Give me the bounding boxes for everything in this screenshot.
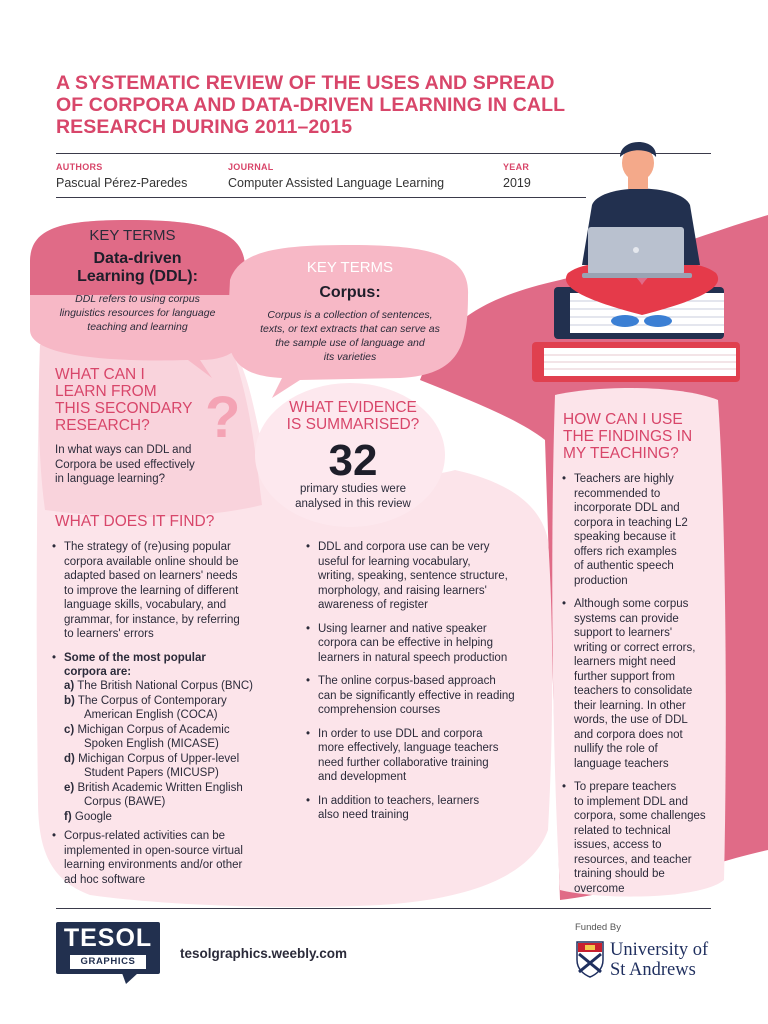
text-line: issues, access to xyxy=(574,839,662,851)
definition-line: texts, or text extracts that can serve as xyxy=(260,323,440,335)
text-line: teachers to consolidate xyxy=(574,685,693,697)
text-line: offers rich examples xyxy=(574,545,677,558)
corpus-letter: a) xyxy=(64,680,75,692)
tesol-graphics-logo xyxy=(56,922,160,974)
definition-line: the sample use of language and xyxy=(275,337,425,349)
text-line: corpora, some challenges xyxy=(574,810,706,822)
term-line: Learning (DDL): xyxy=(77,268,198,285)
list-item xyxy=(306,727,546,785)
corpus-name-cont: American English (COCA) xyxy=(84,709,218,721)
text-line: language skills, vocabulary, and xyxy=(64,599,227,611)
heading-line: WHAT EVIDENCE xyxy=(289,399,417,416)
text-line: morphology, and raising learners' xyxy=(318,584,487,597)
heading-line: RESEARCH? xyxy=(55,417,150,434)
definition-line: DDL refers to using corpus xyxy=(75,293,200,305)
key-term-1-term xyxy=(40,250,235,286)
corpus-letter: d) xyxy=(64,752,75,765)
text-line: resources, and teacher xyxy=(574,853,692,866)
university-line: University of xyxy=(610,940,709,960)
text-line: corpora in teaching L2 xyxy=(574,516,688,529)
text-line: • In addition to teachers, learners xyxy=(318,794,480,807)
text-line: related to technical xyxy=(574,824,671,837)
funded-by-label: Funded By xyxy=(575,922,621,933)
meta-rule xyxy=(56,197,586,198)
key-term-2-term: Corpus: xyxy=(319,284,381,301)
text-line: language teachers xyxy=(574,757,669,770)
text-line: grammar, for instance, by referring xyxy=(64,613,240,626)
corpus-letter: c) xyxy=(64,723,75,736)
text-line: to learners' errors xyxy=(64,628,154,640)
corpus-name: The Corpus of Contemporary xyxy=(77,694,227,707)
text-line: writing or correct errors, xyxy=(574,641,696,654)
text-line: of authentic speech xyxy=(574,560,674,572)
corpus-item xyxy=(64,679,294,694)
text-line: incorporate DDL and xyxy=(574,502,680,514)
text-line: ad hoc software xyxy=(64,873,146,886)
heading-line: LEARN FROM xyxy=(55,383,157,400)
text-line: learning environments and/or other xyxy=(64,859,243,871)
corpus-name: Michigan Corpus of Upper-level xyxy=(78,752,240,765)
heading-line: IS SUMMARISED? xyxy=(286,416,420,433)
text-line: training should be xyxy=(574,868,665,880)
text-line: recommended to xyxy=(574,487,661,500)
authors-value: Pascual Pérez-Paredes xyxy=(56,176,188,190)
corpus-name-cont: Spoken English (MICASE) xyxy=(84,738,219,750)
text-line: support to learners' xyxy=(574,627,673,639)
key-term-1-definition xyxy=(35,292,240,334)
list-item xyxy=(562,472,722,588)
text-line: • Although some corpus xyxy=(574,598,689,610)
corpus-name: The British National Corpus (BNC) xyxy=(77,680,253,692)
caption-line: analysed in this review xyxy=(295,497,411,510)
key-term-2-definition xyxy=(240,308,460,364)
question-mark-icon: ? xyxy=(205,385,241,450)
text-line: adapted based on learners' needs xyxy=(64,570,238,582)
find-heading: WHAT DOES IT FIND? xyxy=(55,513,215,530)
authors-label: AUTHORS xyxy=(56,162,103,172)
text-line: production xyxy=(574,574,628,587)
learn-text xyxy=(55,443,235,487)
website-url[interactable]: tesolgraphics.weebly.com xyxy=(180,946,348,961)
definition-line: linguistics resources for language xyxy=(59,307,216,319)
logo-bottom-text: GRAPHICS xyxy=(70,955,146,969)
corpus-letter: b) xyxy=(64,694,75,707)
key-term-2-heading: KEY TERMS xyxy=(306,259,394,276)
corpus-name-cont: Student Papers (MICUSP) xyxy=(84,767,219,779)
corpus-item xyxy=(64,723,294,752)
text-line: their learning. In other xyxy=(574,699,686,712)
text-line: awareness of register xyxy=(318,599,428,611)
corpora-title-text: corpora are xyxy=(64,666,128,678)
corpus-name: British Academic Written English xyxy=(77,781,243,794)
corpora-title-line: • Some of the most popular xyxy=(64,651,206,664)
corpus-name: Google xyxy=(74,810,112,823)
list-item xyxy=(306,794,546,823)
university-crest-icon xyxy=(575,940,605,978)
corpus-item xyxy=(64,752,294,781)
key-term-1-heading: KEY TERMS xyxy=(89,227,176,244)
title-line: A SYSTEMATIC REVIEW OF THE USES AND SPREAD xyxy=(56,72,555,94)
text-line: to improve the learning of different xyxy=(64,584,239,597)
corpus-item xyxy=(64,694,294,723)
text-line: In what ways can DDL and xyxy=(55,444,192,456)
footer-rule xyxy=(56,908,711,909)
text-line: and development xyxy=(318,771,407,783)
list-item xyxy=(52,651,292,680)
learn-heading xyxy=(55,366,225,434)
corpus-letter: e) xyxy=(64,781,75,794)
text-line: comprehension courses xyxy=(318,704,441,716)
definition-line: Corpus is a collection of sentences, xyxy=(267,309,433,321)
corpus-item xyxy=(64,781,294,810)
title-line: OF CORPORA AND DATA-DRIVEN LEARNING IN CALL xyxy=(56,94,566,116)
text-line: corpora available online should be xyxy=(64,555,239,568)
list-item xyxy=(306,622,546,666)
journal-value: Computer Assisted Language Learning xyxy=(228,176,445,190)
heading-line: THE FINDINGS IN xyxy=(563,428,693,445)
list-item xyxy=(562,780,722,896)
list-item xyxy=(52,540,292,642)
text-line: further support from xyxy=(574,670,675,683)
text-line: can be significantly effective in reading xyxy=(318,689,515,702)
text-line: • Teachers are highly xyxy=(574,473,674,485)
evidence-heading xyxy=(268,399,438,433)
text-line: and corpora does not xyxy=(574,728,683,741)
text-line: words, the use of DDL xyxy=(574,714,688,726)
university-line: St Andrews xyxy=(610,960,696,980)
journal-label: JOURNAL xyxy=(228,162,274,172)
text-line: learners in natural speech production xyxy=(318,651,508,664)
year-label: YEAR xyxy=(503,162,530,172)
corpora-list xyxy=(64,679,294,824)
heading-line: THIS SECONDARY xyxy=(55,400,193,417)
text-line: need further collaborative training xyxy=(318,756,489,769)
term-line: Data-driven xyxy=(93,250,182,267)
list-item xyxy=(562,597,722,771)
list-item xyxy=(52,829,292,887)
corpora-title-line: corpora are: xyxy=(64,666,132,678)
title-line: RESEARCH DURING 2011–2015 xyxy=(56,116,353,138)
evidence-caption xyxy=(268,482,438,511)
text-line: learners might need xyxy=(574,656,676,668)
university-name xyxy=(610,940,708,980)
heading-line: WHAT CAN I xyxy=(55,366,145,383)
evidence-number: 32 xyxy=(328,436,378,485)
corpus-name: Michigan Corpus of Academic xyxy=(77,723,230,736)
heading-line: MY TEACHING? xyxy=(563,445,679,462)
text-line: also need training xyxy=(318,809,409,821)
list-item xyxy=(306,540,546,613)
text-line: • The online corpus-based approach xyxy=(318,675,496,687)
text-line: writing, speaking, sentence structure, xyxy=(318,570,508,582)
text-line: • In order to use DDL and corpora xyxy=(318,727,483,740)
text-line: Corpora be used effectively xyxy=(55,458,195,471)
find-left-list xyxy=(52,540,292,689)
find-left-list-bottom xyxy=(52,829,292,896)
text-line: more effectively, language teachers xyxy=(318,742,499,754)
text-line: nullify the role of xyxy=(574,743,658,755)
poster-title xyxy=(56,72,656,138)
definition-line: its varieties xyxy=(323,351,377,363)
teaching-heading xyxy=(563,411,723,462)
definition-line: teaching and learning xyxy=(87,321,188,333)
find-right-list xyxy=(306,540,546,832)
text-line: corpora can be effective in helping xyxy=(318,637,493,649)
text-line: • The strategy of (re)using popular xyxy=(64,541,231,553)
year-value: 2019 xyxy=(503,176,531,190)
text-line: • To prepare teachers xyxy=(574,781,677,793)
text-line: speaking because it xyxy=(574,531,676,543)
text-line: implemented in open-source virtual xyxy=(64,844,243,857)
text-line: • Using learner and native speaker xyxy=(318,622,487,635)
text-line: overcome xyxy=(574,882,625,895)
corpus-name-cont: Corpus (BAWE) xyxy=(84,796,166,808)
person-on-books-illustration xyxy=(530,135,750,385)
text-line: • Corpus-related activities can be xyxy=(64,830,226,842)
corpus-letter: f) xyxy=(64,810,72,823)
caption-line: primary studies were xyxy=(299,483,407,495)
text-line: in language learning? xyxy=(55,473,165,485)
list-item xyxy=(306,674,546,718)
text-line: useful for learning vocabulary, xyxy=(318,555,471,568)
heading-line: HOW CAN I USE xyxy=(563,411,683,428)
corpus-item xyxy=(64,810,294,825)
text-line: • DDL and corpora use can be very xyxy=(318,541,490,553)
text-line: to implement DDL and xyxy=(574,795,688,808)
logo-top-text: TESOL xyxy=(63,924,153,952)
logo-tail-icon xyxy=(122,973,142,985)
text-line: systems can provide xyxy=(574,612,679,625)
teaching-list xyxy=(562,472,722,905)
